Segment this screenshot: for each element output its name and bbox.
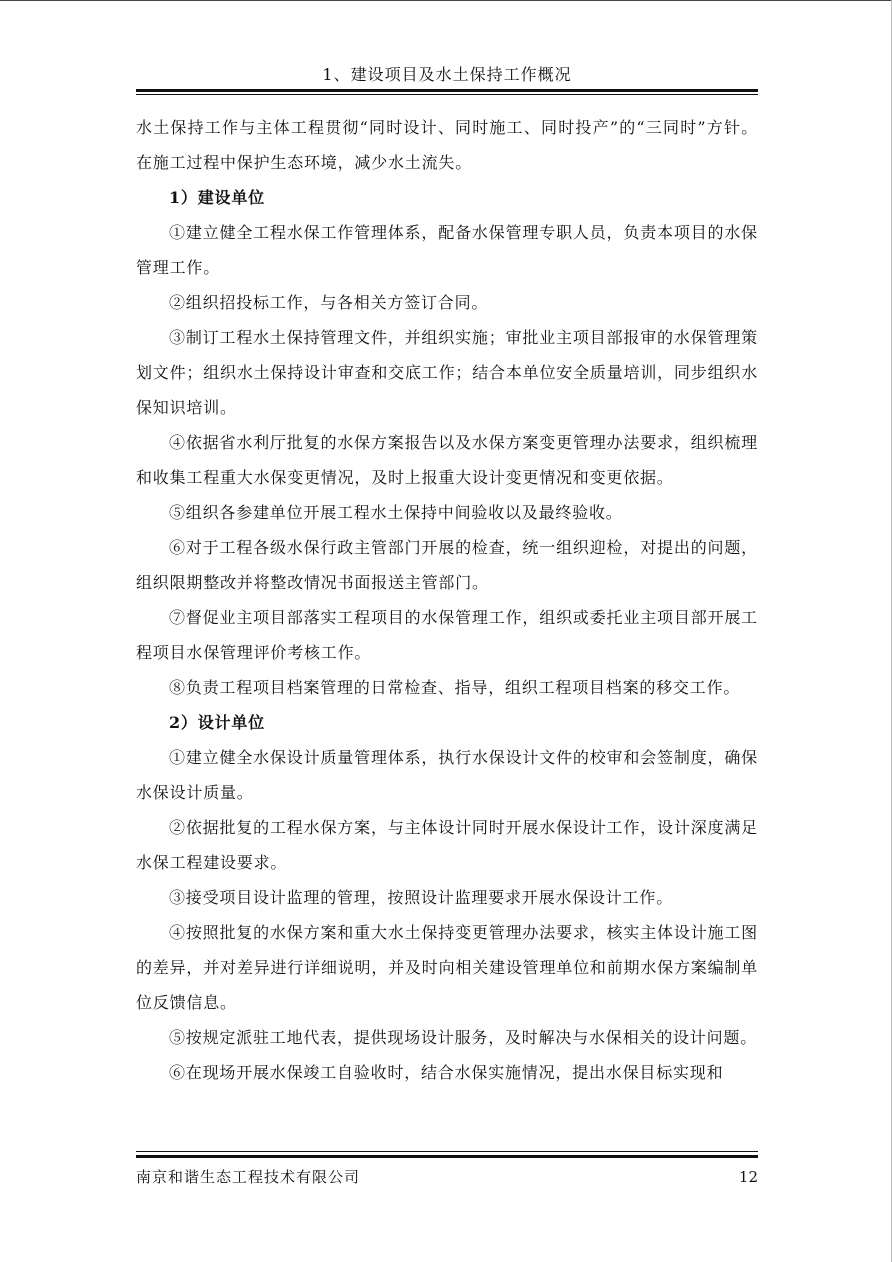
footer-rule-thick xyxy=(136,1155,758,1158)
section-heading: 1）建设单位 xyxy=(169,188,265,207)
page-number: 12 xyxy=(738,1168,758,1186)
paragraph: ②组织招投标工作，与各相关方签订合同。 xyxy=(169,293,489,312)
paragraph: ②依据批复的工程水保方案，与主体设计同时开展水保设计工作，设计深度满足水保工程建设要求。 xyxy=(136,818,758,872)
paragraph: ⑥对于工程各级水保行政主管部门开展的检查，统一组织迎检，对提出的问题，组织限期整改并将整改情况书面报送主管部门。 xyxy=(136,538,758,592)
header-rule-thick xyxy=(136,89,758,92)
paragraph: ⑦督促业主项目部落实工程项目的水保管理工作，组织或委托业主项目部开展工程项目水保管理评价考核工作。 xyxy=(136,608,758,662)
section-heading: 2）设计单位 xyxy=(169,713,265,732)
paragraph: ⑧负责工程项目档案管理的日常检查、指导，组织工程项目档案的移交工作。 xyxy=(169,678,741,697)
page-top-border xyxy=(0,0,892,1)
body-text xyxy=(136,110,758,1090)
paragraph: ③制订工程水土保持管理文件，并组织实施；审批业主项目部报审的水保管理策划文件；组织水土保持设计审查和交底工作；结合本单位安全质量培训，同步组织水保知识培训。 xyxy=(136,328,758,417)
header-rule-thin xyxy=(136,94,758,95)
footer-rule-thin xyxy=(136,1151,758,1152)
paragraph: ①建立健全水保设计质量管理体系，执行水保设计文件的校审和会签制度，确保水保设计质量。 xyxy=(136,748,758,802)
paragraph: ④按照批复的水保方案和重大水土保持变更管理办法要求，核实主体设计施工图的差异，并对差异进行详细说明，并及时向相关建设管理单位和前期水保方案编制单位反馈信息。 xyxy=(136,923,758,1012)
paragraph: ③接受项目设计监理的管理，按照设计监理要求开展水保设计工作。 xyxy=(169,888,674,907)
paragraph: ④依据省水利厅批复的水保方案报告以及水保方案变更管理办法要求，组织梳理和收集工程重大水保变更情况，及时上报重大设计变更情况和变更依据。 xyxy=(136,433,758,487)
paragraph: ⑤按规定派驻工地代表，提供现场设计服务，及时解决与水保相关的设计问题。 xyxy=(169,1028,758,1047)
paragraph: 水土保持工作与主体工程贯彻“同时设计、同时施工、同时投产”的“三同时”方针。在施工过程中保护生态环境，减少水土流失。 xyxy=(136,118,758,172)
paragraph: ⑥在现场开展水保竣工自验收时，结合水保实施情况，提出水保目标实现和 xyxy=(169,1063,724,1082)
header-title: 1、建设项目及水土保持工作概况 xyxy=(322,65,572,84)
paragraph: ⑤组织各参建单位开展工程水土保持中间验收以及最终验收。 xyxy=(169,503,623,522)
paragraph: ①建立健全工程水保工作管理体系，配备水保管理专职人员，负责本项目的水保管理工作。 xyxy=(136,223,758,277)
footer-company: 南京和谐生态工程技术有限公司 xyxy=(136,1168,361,1186)
